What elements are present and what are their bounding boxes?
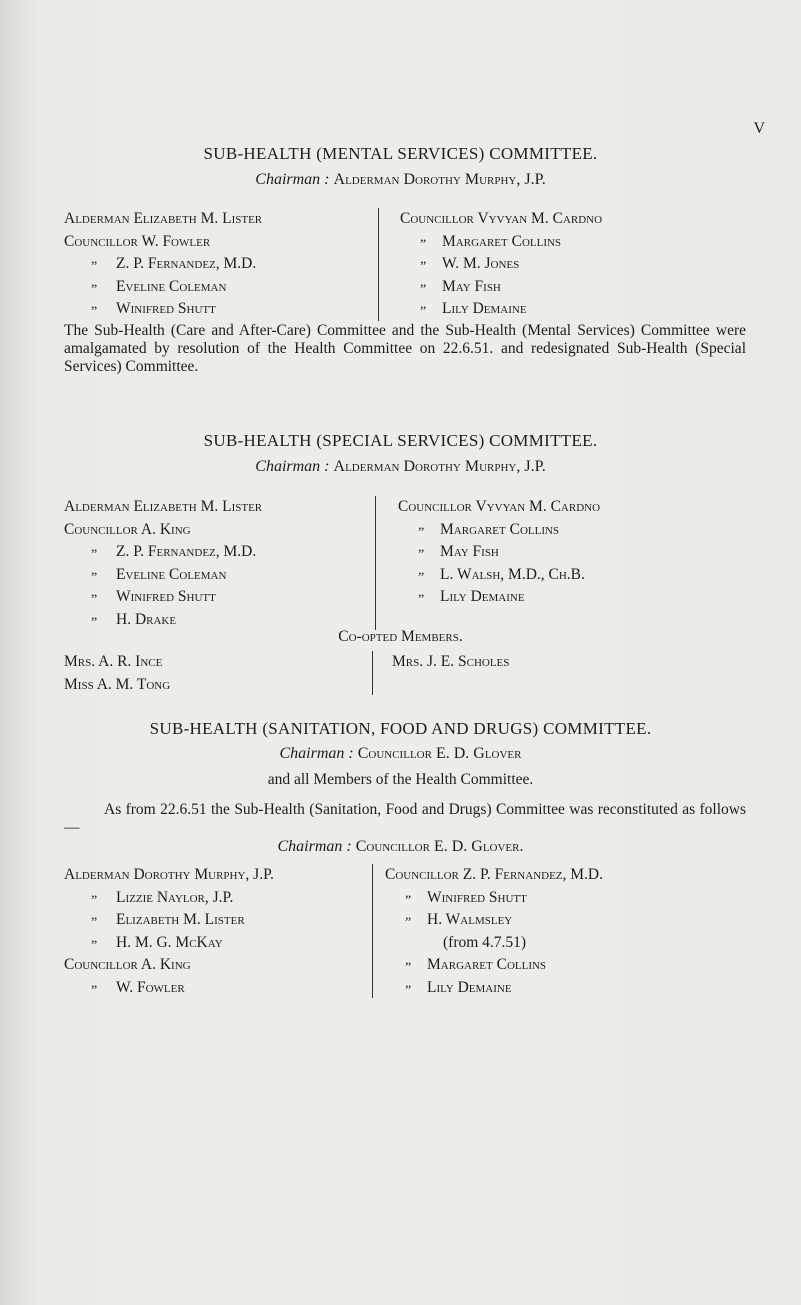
column-divider <box>372 651 373 695</box>
chairman-line <box>0 745 801 763</box>
member: Alderman Elizabeth M. Lister <box>64 210 263 227</box>
chairman-line <box>0 458 801 476</box>
chairman-line <box>0 838 801 856</box>
chairman-name: Alderman Dorothy Murphy, J.P. <box>333 171 546 188</box>
chairman-line <box>0 171 801 189</box>
member: „ Margaret Collins <box>385 954 603 977</box>
amalgamation-note: The Sub-Health (Care and After-Care) Committee and the Sub-Health (Mental Services) Committee were amalgamated by resolution of the Health Committee on 22.6.51. and redesignated Sub-Health (Special Services) Committee. <box>64 322 746 375</box>
member: Miss A. M. Tong <box>64 675 171 693</box>
member: „ H. M. G. McKay <box>64 932 274 955</box>
member: „ May Fish <box>398 541 600 564</box>
member: „ Elizabeth M. Lister <box>64 909 274 932</box>
member: „ Lily Demaine <box>400 298 602 321</box>
member: Councillor Vyvyan M. Cardno <box>400 210 603 227</box>
section-title-mental-services: SUB-HEALTH (MENTAL SERVICES) COMMITTEE. <box>203 144 598 163</box>
member: „ Margaret Collins <box>400 231 602 254</box>
members-right-column <box>400 208 602 321</box>
chairman-label: Chairman : <box>277 838 352 855</box>
members-left-column <box>64 208 262 321</box>
chairman-label: Chairman : <box>255 171 330 188</box>
member: Councillor A. King <box>64 956 191 973</box>
member: „ May Fish <box>400 276 602 299</box>
members-left-column <box>64 864 274 999</box>
member: „ Winifred Shutt <box>64 298 262 321</box>
member: Alderman Dorothy Murphy, J.P. <box>64 866 274 883</box>
member: „ Lily Demaine <box>385 977 603 1000</box>
member: Mrs. A. R. Ince <box>64 653 163 670</box>
member: „ H. Walmsley <box>385 909 603 932</box>
member: Councillor Z. P. Fernandez, M.D. <box>385 866 604 883</box>
member: „ H. Drake <box>64 609 262 632</box>
member: „ Winifred Shutt <box>385 887 603 910</box>
member: Councillor W. Fowler <box>64 232 211 250</box>
member: „ Eveline Coleman <box>64 276 262 299</box>
column-divider <box>378 208 379 321</box>
column-divider <box>375 496 376 630</box>
member: „ Lizzie Naylor, J.P. <box>64 887 274 910</box>
chairman-label: Chairman : <box>279 745 354 762</box>
member: „ Eveline Coleman <box>64 564 262 587</box>
coopted-right-column <box>392 651 509 674</box>
chairman-name: Alderman Dorothy Murphy, J.P. <box>333 458 546 475</box>
reconstituted-note: As from 22.6.51 the Sub-Health (Sanitation, Food and Drugs) Committee was reconstituted as follows— <box>64 801 746 836</box>
health-committee-note: and all Members of the Health Committee. <box>267 771 534 788</box>
section-title-sanitation: SUB-HEALTH (SANITATION, FOOD AND DRUGS) COMMITTEE. <box>149 719 652 738</box>
section-title-special-services: SUB-HEALTH (SPECIAL SERVICES) COMMITTEE. <box>203 431 598 450</box>
member: „ Lily Demaine <box>398 586 600 609</box>
members-right-column <box>385 864 603 999</box>
page-folio: V <box>753 120 765 137</box>
chairman-label: Chairman : <box>255 458 330 475</box>
members-right-column <box>398 496 600 609</box>
coopted-left-column <box>64 651 170 696</box>
member: Councillor Vyvyan M. Cardno <box>398 498 601 515</box>
chairman-name: Councillor E. D. Glover <box>357 745 522 762</box>
coopted-heading: Co-opted Members. <box>338 628 463 645</box>
members-left-column <box>64 496 262 631</box>
member: Alderman Elizabeth M. Lister <box>64 498 263 515</box>
member: „ W. Fowler <box>64 977 274 1000</box>
member: Mrs. J. E. Scholes <box>392 653 510 670</box>
member: Councillor A. King <box>64 520 191 538</box>
member-date-note: (from 4.7.51) <box>443 933 527 951</box>
chairman-name: Councillor E. D. Glover. <box>355 838 524 855</box>
member: „ Margaret Collins <box>398 519 600 542</box>
member: „ W. M. Jones <box>400 253 602 276</box>
column-divider <box>372 864 373 998</box>
member: „ Winifred Shutt <box>64 586 262 609</box>
member: „ L. Walsh, M.D., Ch.B. <box>398 564 600 587</box>
member: „ Z. P. Fernandez, M.D. <box>64 253 262 276</box>
member: „ Z. P. Fernandez, M.D. <box>64 541 262 564</box>
